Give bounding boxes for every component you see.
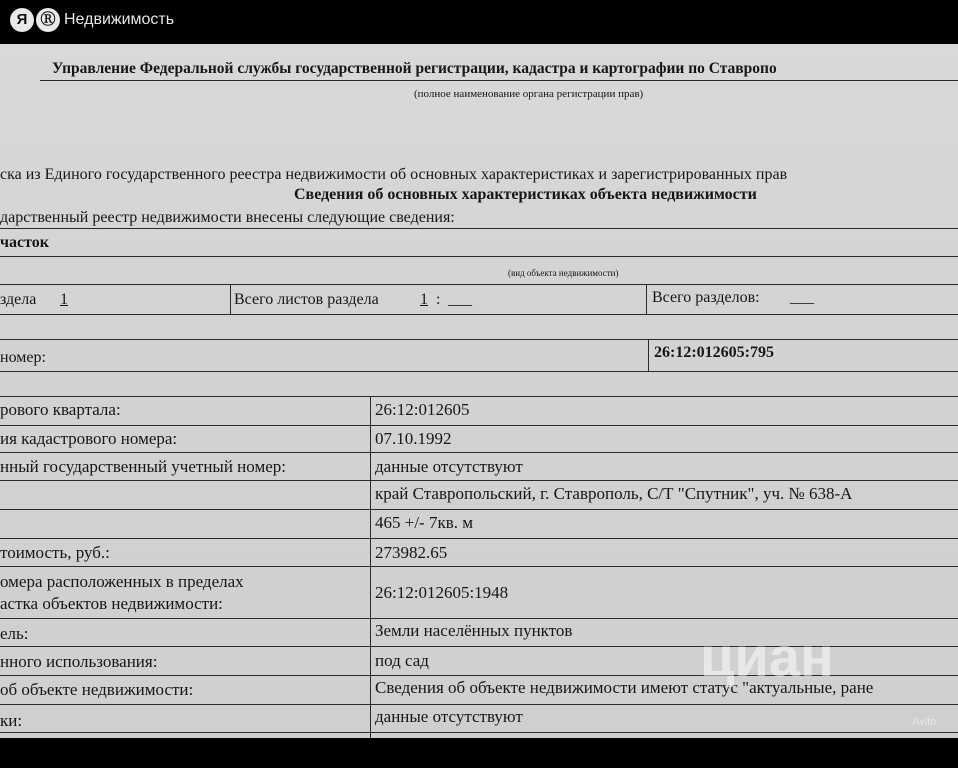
divider xyxy=(0,256,958,257)
row-divider xyxy=(0,509,958,510)
row-divider xyxy=(0,425,958,426)
document-photo xyxy=(0,44,958,738)
authority-name: Управление Федеральной службы государственной регистрации, кадастра и картографии по Ставропо xyxy=(52,60,777,77)
brand-title[interactable]: Недвижимость xyxy=(64,11,175,28)
divider xyxy=(0,284,958,285)
section-number: 1 xyxy=(60,291,68,308)
row-value: край Ставропольский, г. Ставрополь, С/Т "Спутник", уч. № 638-А xyxy=(375,484,853,503)
table-top-border xyxy=(0,396,958,397)
row-divider xyxy=(0,452,958,453)
total-sheets-label: Всего листов раздела xyxy=(234,291,379,308)
row-divider xyxy=(0,732,958,733)
row-value: 273982.65 xyxy=(375,543,448,562)
object-type-caption: (вид объекта недвижимости) xyxy=(508,268,619,278)
intro-text: дарственный реестр недвижимости внесены следующие сведения: xyxy=(0,209,455,226)
row-label: ия кадастрового номера: xyxy=(0,429,178,448)
row-value: данные отсутствуют xyxy=(375,707,523,726)
row-label-line2: астка объектов недвижимости: xyxy=(0,594,223,613)
divider xyxy=(230,284,231,314)
row-label: тоимость, руб.: xyxy=(0,543,110,562)
row-divider xyxy=(0,480,958,481)
row-value: 26:12:012605:1948 xyxy=(375,583,509,602)
row-divider xyxy=(0,538,958,539)
row-value: 465 +/- 7кв. м xyxy=(375,513,474,532)
row-value: данные отсутствуют xyxy=(375,457,523,476)
row-divider xyxy=(0,704,958,705)
divider xyxy=(0,371,958,372)
row-value: 07.10.1992 xyxy=(375,429,452,448)
row-divider xyxy=(0,566,958,567)
authority-underline xyxy=(40,80,958,81)
section-title: Сведения об основных характеристиках объекта недвижимости xyxy=(294,186,757,203)
yandex-logo[interactable]: Я xyxy=(10,8,34,32)
row-label: омера расположенных в пределах xyxy=(0,572,244,591)
row-value: Сведения об объекте недвижимости имеют статус "актуальные, ране xyxy=(375,678,874,697)
row-divider xyxy=(0,618,958,619)
divider xyxy=(0,314,958,315)
section-label: здела xyxy=(0,291,37,308)
row-label: рового квартала: xyxy=(0,400,121,419)
avito-watermark: Avito xyxy=(912,716,937,728)
total-sheets-blank: ___ xyxy=(448,291,472,308)
app-header xyxy=(0,0,958,44)
cian-watermark: циан xyxy=(700,625,834,688)
realty-logo[interactable]: Ⓡ xyxy=(36,8,60,32)
object-type: часток xyxy=(0,234,49,251)
row-label: нный государственный учетный номер: xyxy=(0,457,286,476)
cadastral-value: 26:12:012605:795 xyxy=(654,344,774,361)
row-label: ки: xyxy=(0,711,23,730)
divider xyxy=(0,339,958,340)
divider xyxy=(648,339,649,371)
authority-caption: (полное наименование органа регистрации прав) xyxy=(414,88,644,100)
row-value: под сад xyxy=(375,651,429,670)
row-label: об объекте недвижимости: xyxy=(0,680,194,699)
row-label: нного использования: xyxy=(0,652,158,671)
row-label: ель: xyxy=(0,624,29,643)
photo-frame-bottom xyxy=(0,738,958,768)
row-value: Земли населённых пунктов xyxy=(375,621,573,640)
divider xyxy=(0,228,958,229)
total-sheets-number: 1 xyxy=(420,291,428,308)
divider xyxy=(646,284,647,314)
row-value: 26:12:012605 xyxy=(375,400,470,419)
extract-title: ска из Единого государственного реестра недвижимости об основных характеристиках и зарегистрированных прав xyxy=(0,166,788,183)
cadastral-label: номер: xyxy=(0,349,46,366)
table-column-divider xyxy=(370,396,371,738)
total-sheets-colon: : xyxy=(436,291,441,308)
total-sections-label: Всего разделов: xyxy=(652,289,760,306)
total-sections-blank: ___ xyxy=(790,289,814,306)
